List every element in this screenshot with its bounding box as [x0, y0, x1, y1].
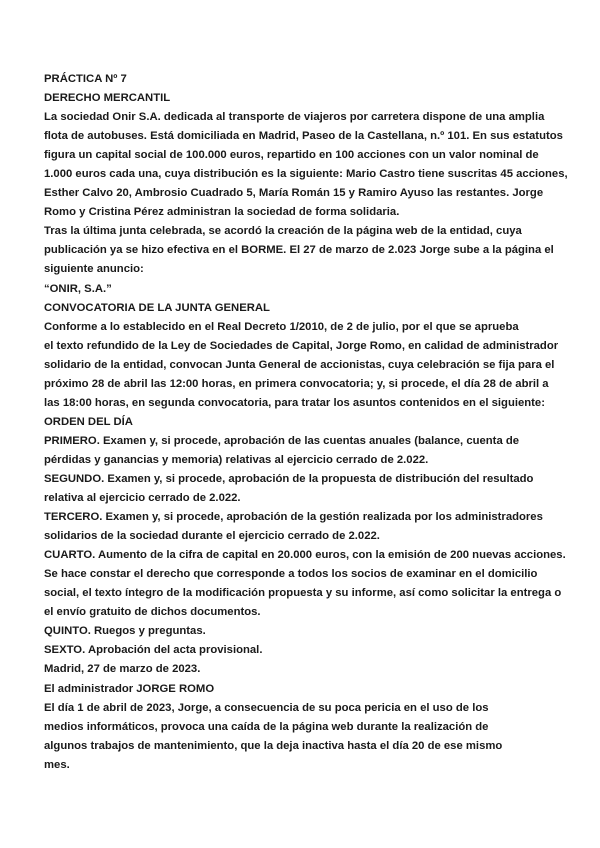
- paragraph-line: Esther Calvo 20, Ambrosio Cuadrado 5, María Román 15 y Ramiro Ayuso las restantes. Jorge: [44, 187, 544, 200]
- announcement-signature: El administrador JORGE ROMO: [44, 682, 215, 695]
- paragraph-line: mes.: [44, 758, 70, 771]
- agenda-item-line: TERCERO. Examen y, si procede, aprobación de la gestión realizada por los administradores: [44, 511, 543, 524]
- paragraph-line: flota de autobuses. Está domiciliada en Madrid, Paseo de la Castellana, n.º 101. En sus estatutos: [44, 130, 563, 143]
- paragraph-line: Conforme a lo establecido en el Real Decreto 1/2010, de 2 de julio, por el que se aprueba: [44, 320, 519, 333]
- announcement-company: “ONIR, S.A.”: [44, 282, 112, 295]
- agenda-heading: ORDEN DEL DÍA: [44, 415, 133, 428]
- paragraph-line: el texto refundido de la Ley de Sociedades de Capital, Jorge Romo, en calidad de administrador: [44, 339, 559, 352]
- paragraph-line: social, el texto íntegro de la modificación propuesta y su informe, así como solicitar la entrega o: [44, 587, 562, 600]
- agenda-item-line: relativa al ejercicio cerrado de 2.022.: [44, 492, 241, 505]
- paragraph-line: siguiente anuncio:: [44, 263, 144, 276]
- announcement-date: Madrid, 27 de marzo de 2023.: [44, 663, 201, 676]
- practice-title: PRÁCTICA Nº 7: [44, 73, 127, 85]
- paragraph-line: solidario de la entidad, convocan Junta General de accionistas, cuya celebración se fija para el: [44, 358, 555, 371]
- agenda-item-line: pérdidas y ganancias y memoria) relativas al ejercicio cerrado de 2.022.: [44, 453, 429, 466]
- agenda-item-line: solidarios de la sociedad durante el ejercicio cerrado de 2.022.: [44, 530, 380, 543]
- paragraph-line: Tras la última junta celebrada, se acordó la creación de la página web de la entidad, cuya: [44, 225, 522, 238]
- agenda-item-line: QUINTO. Ruegos y preguntas.: [44, 625, 206, 638]
- paragraph-line: el envío gratuito de dichos documentos.: [44, 606, 261, 619]
- paragraph-line: Romo y Cristina Pérez administran la sociedad de forma solidaria.: [44, 206, 400, 219]
- paragraph-line: próximo 28 de abril las 12:00 horas, en primera convocatoria; y, si procede, el día 28 de abril a: [44, 377, 549, 390]
- agenda-item-line: CUARTO. Aumento de la cifra de capital en 20.000 euros, con la emisión de 200 nuevas acciones.: [44, 549, 566, 562]
- document-body: [44, 70, 574, 775]
- paragraph-line: La sociedad Onir S.A. dedicada al transporte de viajeros por carretera dispone de una amplia: [44, 111, 545, 124]
- paragraph-line: las 18:00 horas, en segunda convocatoria, para tratar los asuntos contenidos en el siguiente:: [44, 396, 545, 409]
- agenda-item-line: SEGUNDO. Examen y, si procede, aprobación de la propuesta de distribución del resultado: [44, 472, 534, 485]
- subject-heading: DERECHO MERCANTIL: [44, 92, 171, 105]
- paragraph-line: 1.000 euros cada una, cuya distribución es la siguiente: Mario Castro tiene suscritas 45 acciones,: [44, 168, 568, 181]
- paragraph-line: publicación ya se hizo efectiva en el BORME. El 27 de marzo de 2.023 Jorge sube a la página el: [44, 244, 554, 257]
- paragraph-line: figura un capital social de 100.000 euros, repartido en 100 acciones con un valor nominal de: [44, 149, 539, 162]
- announcement-heading: CONVOCATORIA DE LA JUNTA GENERAL: [44, 301, 270, 314]
- paragraph-line: medios informáticos, provoca una caída de la página web durante la realización de: [44, 720, 489, 733]
- paragraph-line: algunos trabajos de mantenimiento, que la deja inactiva hasta el día 20 de ese mismo: [44, 739, 503, 752]
- paragraph-line: El día 1 de abril de 2023, Jorge, a consecuencia de su poca pericia en el uso de los: [44, 701, 489, 714]
- agenda-item-line: SEXTO. Aprobación del acta provisional.: [44, 644, 263, 657]
- paragraph-line: Se hace constar el derecho que corresponde a todos los socios de examinar en el domicilio: [44, 568, 538, 581]
- agenda-item-line: PRIMERO. Examen y, si procede, aprobación de las cuentas anuales (balance, cuenta de: [44, 434, 520, 447]
